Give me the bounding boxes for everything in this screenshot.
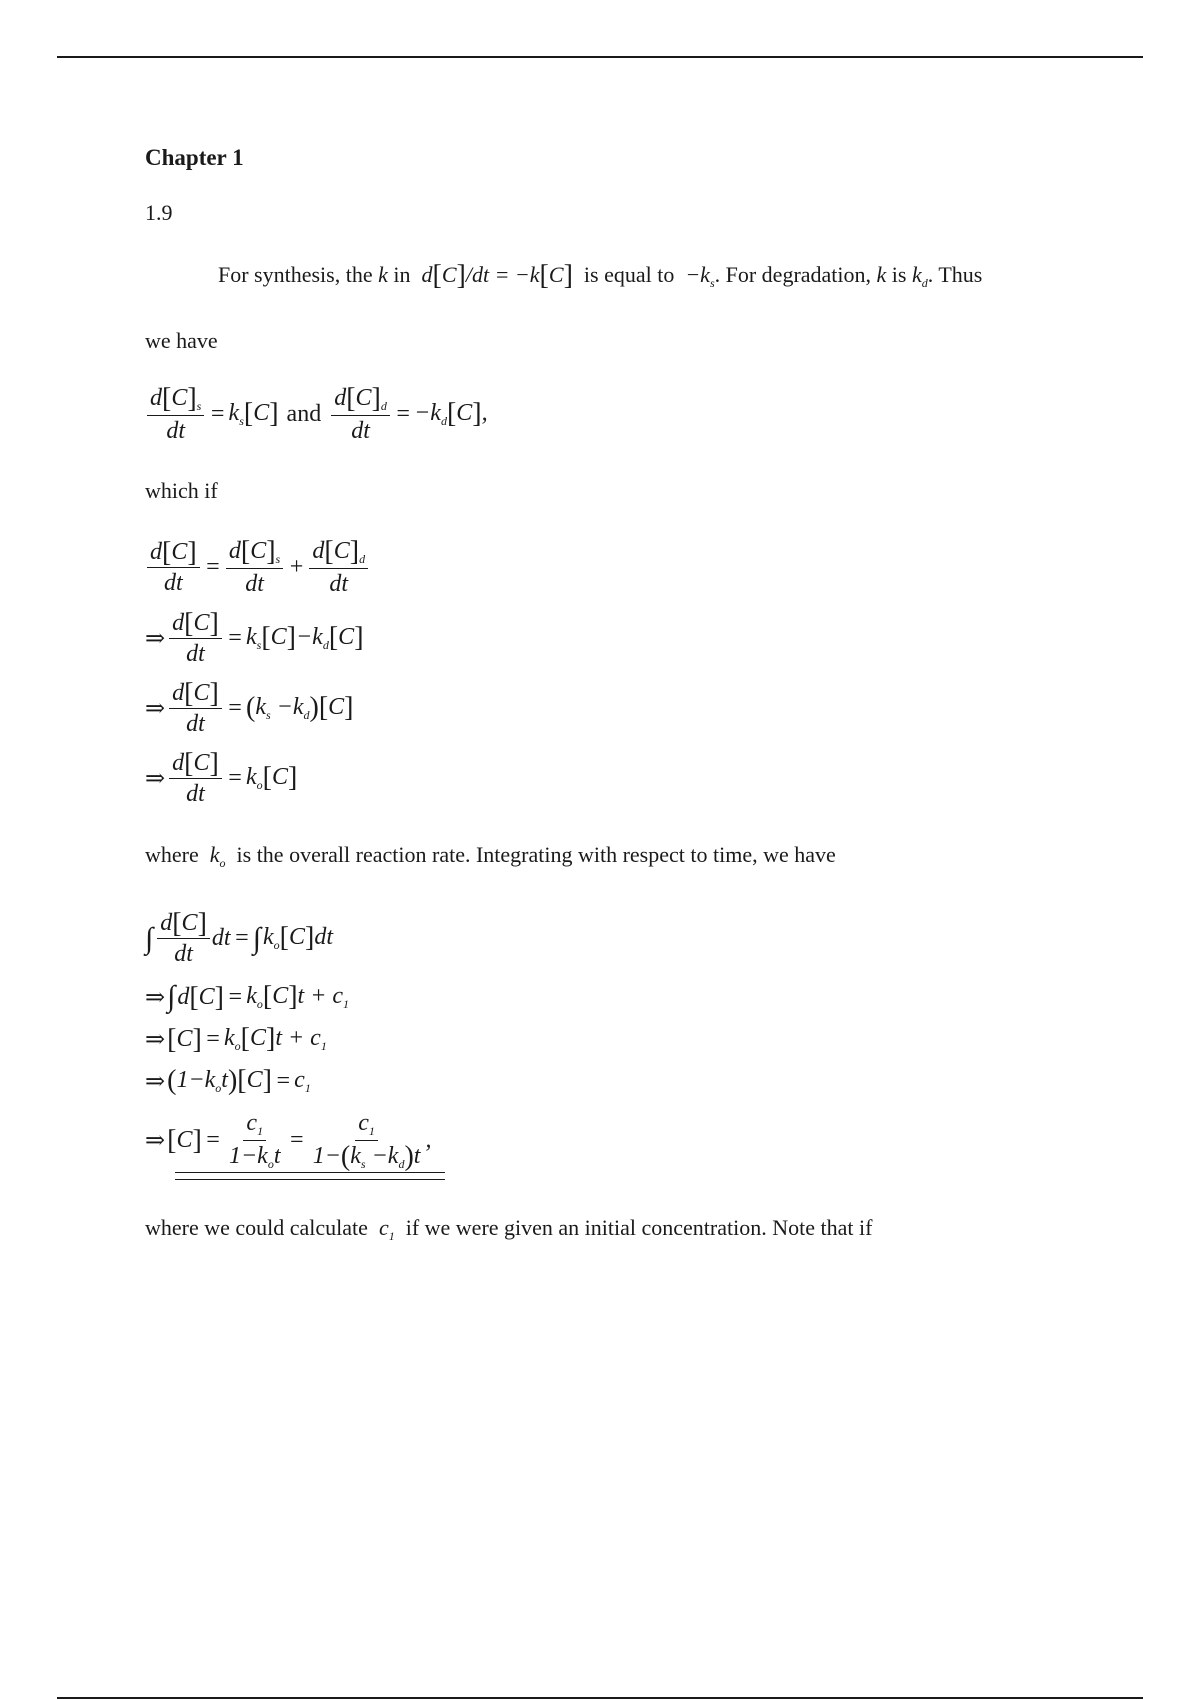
top-rule (57, 56, 1143, 58)
paragraph-3: which if (145, 478, 218, 503)
equation-integral: ∫ $\frac{d[C]}{dt}$ dt = ∫ $k_o[C]dt$ (145, 908, 333, 968)
equation-step-3: ⇒ $\frac{d[C]}{dt}$ = $(k_s -k_d)[C]$ (145, 678, 354, 738)
equation-result: ⇒ [C] = $\frac{c_1}{1-k_ot}$ = $\frac{c_1}{1-(k_s -k_d)t}$ , (145, 1110, 432, 1173)
equation-int-step-3: ⇒ [C] = $k_o[C]t + c_1$ (145, 1023, 327, 1055)
paragraph-1: For synthesis, the k in d[C]/dt = −k[C] is equal to $-k_s$. For degradation, k is $k_d$. Thus (218, 260, 983, 291)
double-underline (175, 1172, 445, 1180)
paragraph-5: where we could calculate $c_1$ if we were given an initial concentration. Note that if (145, 1215, 873, 1243)
inline-rate-equation: d[C]/dt = −k[C] (416, 260, 573, 291)
equation-rates: $\frac{d[C]_s}{dt}$ = $k_s[C]$ and $\frac{d[C]_d}{dt}$ = $-k_d[C]$, (145, 385, 488, 445)
equation-step-4: ⇒ $\frac{d[C]}{dt}$ = $k_o[C]$ (145, 748, 298, 808)
chapter-title: Chapter 1 (145, 145, 244, 170)
paragraph-2: we have (145, 328, 218, 353)
bottom-rule (57, 1697, 1143, 1699)
equation-int-step-4: ⇒ $(1-k_ot)[C]$ = $c_1$ (145, 1065, 311, 1096)
equation-int-step-2: ⇒ ∫ d[C] = $k_o[C]t + c_1$ (145, 980, 350, 1013)
paragraph-4: where $k_o$ is the overall reaction rate. Integrating with respect to time, we have (145, 842, 836, 870)
equation-sum: $\frac{d[C]}{dt}$ = $\frac{d[C]_s}{dt}$ + $\frac{d[C]_d}{dt}$ (145, 538, 370, 598)
problem-number: 1.9 (145, 200, 173, 225)
equation-step-2: ⇒ $\frac{d[C]}{dt}$ = $k_s[C]-k_d[C]$ (145, 608, 364, 668)
